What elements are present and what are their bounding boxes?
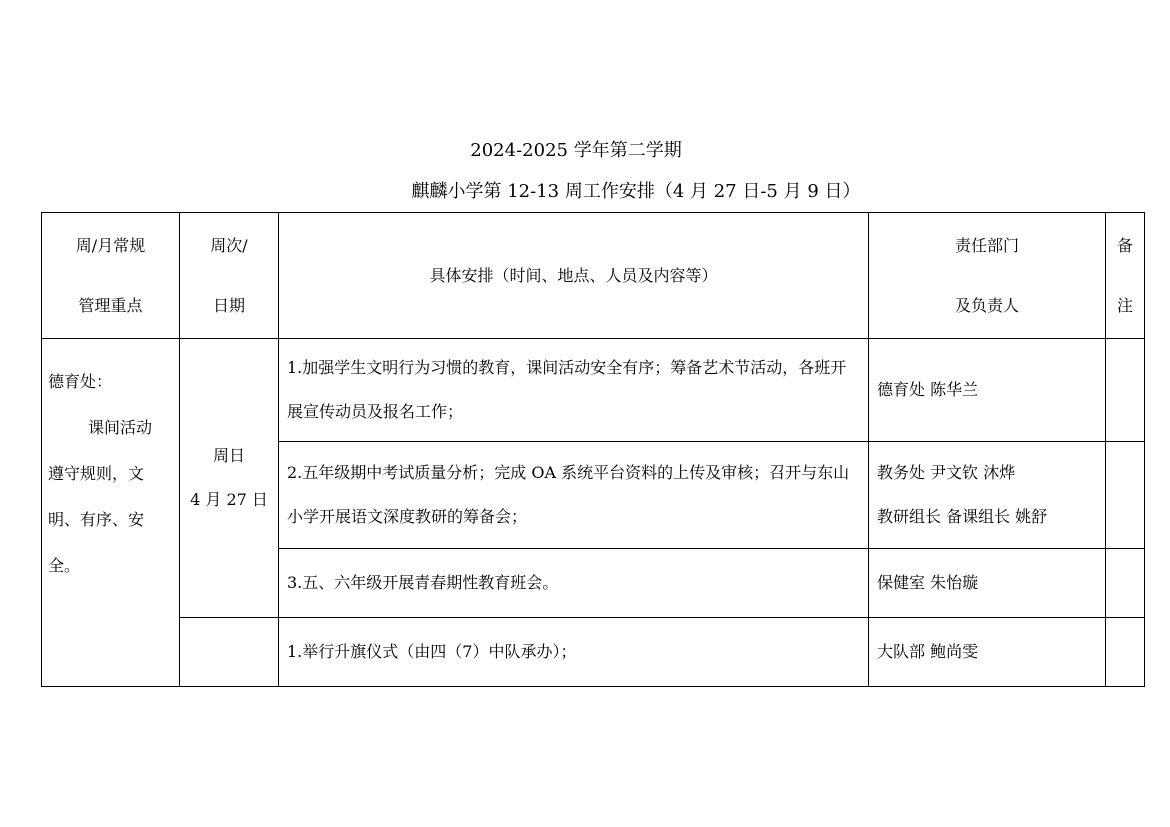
note-cell bbox=[1106, 618, 1145, 687]
management-focus-cell: 德育处： 课间活动 遵守规则，文 明、有序、安 全。 bbox=[42, 339, 180, 687]
date-cell bbox=[180, 618, 279, 687]
col-routine-header: 周/月常规 管理重点 bbox=[42, 213, 180, 339]
date-cell: 周日 4 月 27 日 bbox=[180, 339, 279, 618]
arrangement-cell: 3.五、六年级开展青春期性教育班会。 bbox=[279, 549, 869, 618]
table-row bbox=[42, 339, 1145, 442]
doc-title-term: 2024-2025 学年第二学期 bbox=[470, 140, 682, 161]
arrangement-cell: 1.加强学生文明行为习惯的教育，课间活动安全有序；筹备艺术节活动，各班开展宣传动员及报名工作； bbox=[279, 339, 869, 442]
col-details-header: 具体安排（时间、地点、人员及内容等） bbox=[279, 213, 869, 339]
header-row bbox=[42, 213, 1145, 339]
note-cell bbox=[1106, 549, 1145, 618]
dept-cell: 德育处 陈华兰 bbox=[869, 339, 1106, 442]
dept-cell: 保健室 朱怡璇 bbox=[869, 549, 1106, 618]
col-note-header: 备 注 bbox=[1106, 213, 1145, 339]
table-row bbox=[42, 618, 1145, 687]
note-cell bbox=[1106, 339, 1145, 442]
arrangement-cell: 2.五年级期中考试质量分析；完成 OA 系统平台资料的上传及审核；召开与东山小学开展语文深度教研的筹备会； bbox=[279, 442, 869, 549]
dept-cell: 教务处 尹文钦 沐烨 教研组长 备课组长 姚舒 bbox=[869, 442, 1106, 549]
dept-cell: 大队部 鲍尚雯 bbox=[869, 618, 1106, 687]
note-cell bbox=[1106, 442, 1145, 549]
col-dept-header: 责任部门 及负责人 bbox=[869, 213, 1106, 339]
arrangement-cell: 1.举行升旗仪式（由四（7）中队承办）； bbox=[279, 618, 869, 687]
doc-title-schedule: 麒麟小学第 12-13 周工作安排（4 月 27 日-5 月 9 日） bbox=[411, 181, 861, 202]
schedule-table bbox=[41, 212, 1145, 687]
col-week-header: 周次/ 日期 bbox=[180, 213, 279, 339]
